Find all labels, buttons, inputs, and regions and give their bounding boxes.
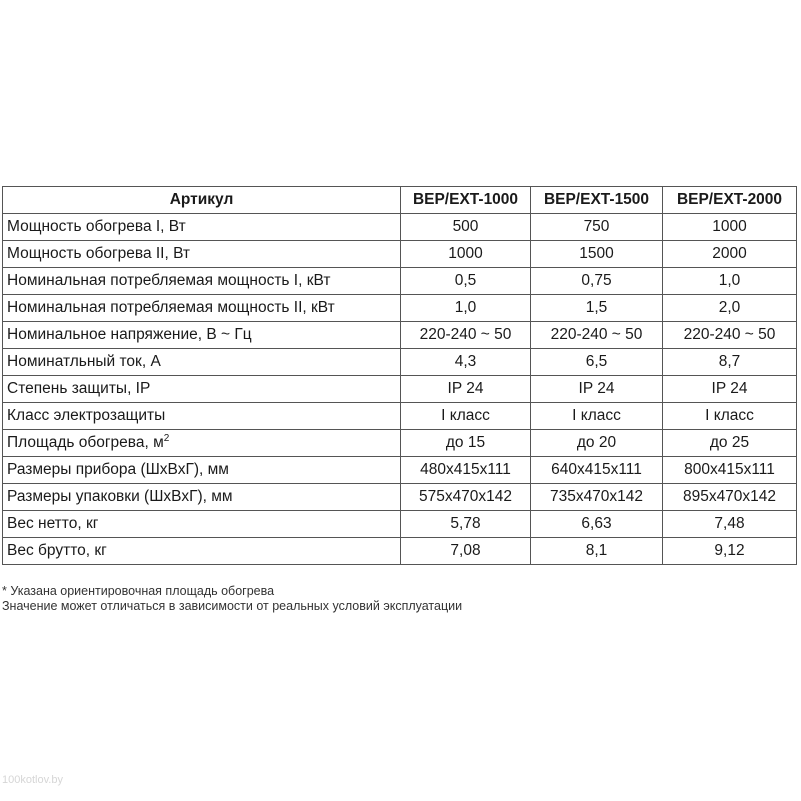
row-label: Размеры прибора (ШхВхГ), мм: [7, 461, 229, 478]
value-cell: до 20: [531, 430, 663, 457]
table-row: [3, 268, 797, 295]
row-label: Номинальная потребляемая мощность II, кВт: [7, 299, 335, 316]
value-cell: 500: [401, 214, 531, 241]
row-label-cell: [3, 241, 401, 268]
table-row: [3, 538, 797, 565]
value-cell: 220-240 ~ 50: [401, 322, 531, 349]
value-cell: 480x415x111: [401, 457, 531, 484]
value-cell: 2,0: [663, 295, 797, 322]
value-cell: 7,08: [401, 538, 531, 565]
value-cell: I класс: [663, 403, 797, 430]
row-label-cell: [3, 484, 401, 511]
header-cell-model: BEP/EXT-1500: [531, 187, 663, 214]
value-cell: 5,78: [401, 511, 531, 538]
value-cell: 895x470x142: [663, 484, 797, 511]
table-row: [3, 457, 797, 484]
table-row: [3, 403, 797, 430]
footnote: * Указана ориентировочная площадь обогрева: [2, 584, 275, 598]
table-row: [3, 322, 797, 349]
value-cell: до 15: [401, 430, 531, 457]
value-cell: 220-240 ~ 50: [531, 322, 663, 349]
row-label: Мощность обогрева II, Вт: [7, 245, 191, 262]
table-row: [3, 376, 797, 403]
value-cell: 575x470x142: [401, 484, 531, 511]
footnote: Значение может отличаться в зависимости от реальных условий эксплуатации: [2, 599, 463, 613]
value-cell: 1500: [531, 241, 663, 268]
row-label: Номинальное напряжение, В ~ Гц: [7, 326, 252, 343]
table-header-row: [3, 187, 797, 214]
unit-superscript: 2: [163, 433, 170, 444]
row-label-cell: [3, 349, 401, 376]
row-label-cell: [3, 457, 401, 484]
row-label: Вес брутто, кг: [7, 542, 107, 559]
value-cell: 0,75: [531, 268, 663, 295]
table-row: [3, 241, 797, 268]
row-label: Степень защиты, IP: [7, 380, 151, 397]
header-cell-model: BEP/EXT-1000: [401, 187, 531, 214]
value-cell: 220-240 ~ 50: [663, 322, 797, 349]
row-label-cell: [3, 322, 401, 349]
table-row: [3, 295, 797, 322]
spec-table: [2, 186, 797, 565]
row-label: Класс электрозащиты: [7, 407, 166, 424]
value-cell: 8,1: [531, 538, 663, 565]
table-row: [3, 214, 797, 241]
table-body: [3, 214, 797, 565]
value-cell: 7,48: [663, 511, 797, 538]
value-cell: 0,5: [401, 268, 531, 295]
row-label: Мощность обогрева I, Вт: [7, 218, 186, 235]
value-cell: 4,3: [401, 349, 531, 376]
row-label-cell: [3, 403, 401, 430]
header-cell-model: BEP/EXT-2000: [663, 187, 797, 214]
value-cell: I класс: [401, 403, 531, 430]
value-cell: 8,7: [663, 349, 797, 376]
table-row: [3, 430, 797, 457]
value-cell: IP 24: [401, 376, 531, 403]
value-cell: до 25: [663, 430, 797, 457]
row-label: Размеры упаковки (ШхВхГ), мм: [7, 488, 233, 505]
value-cell: 9,12: [663, 538, 797, 565]
value-cell: 640x415x111: [531, 457, 663, 484]
value-cell: IP 24: [663, 376, 797, 403]
value-cell: 1,0: [663, 268, 797, 295]
footnotes: [2, 584, 462, 614]
table-row: [3, 511, 797, 538]
table-row: [3, 349, 797, 376]
value-cell: I класс: [531, 403, 663, 430]
value-cell: 1,0: [401, 295, 531, 322]
row-label: Номинатльный ток, А: [7, 353, 161, 370]
row-label-cell: [3, 511, 401, 538]
row-label-cell: [3, 214, 401, 241]
value-cell: IP 24: [531, 376, 663, 403]
value-cell: 750: [531, 214, 663, 241]
value-cell: 2000: [663, 241, 797, 268]
value-cell: 1,5: [531, 295, 663, 322]
watermark: 100kotlov.by: [2, 774, 63, 786]
value-cell: 800x415x111: [663, 457, 797, 484]
row-label: Номинальная потребляемая мощность I, кВт: [7, 272, 331, 289]
row-label: Вес нетто, кг: [7, 515, 99, 532]
header-cell-article: Артикул: [3, 187, 401, 214]
value-cell: 1000: [401, 241, 531, 268]
row-label-cell: [3, 376, 401, 403]
value-cell: 6,5: [531, 349, 663, 376]
table-row: [3, 484, 797, 511]
row-label-cell: [3, 430, 401, 457]
value-cell: 735x470x142: [531, 484, 663, 511]
row-label-cell: [3, 295, 401, 322]
row-label: Площадь обогрева, м: [7, 434, 164, 451]
value-cell: 1000: [663, 214, 797, 241]
row-label-cell: [3, 268, 401, 295]
row-label-cell: [3, 538, 401, 565]
value-cell: 6,63: [531, 511, 663, 538]
